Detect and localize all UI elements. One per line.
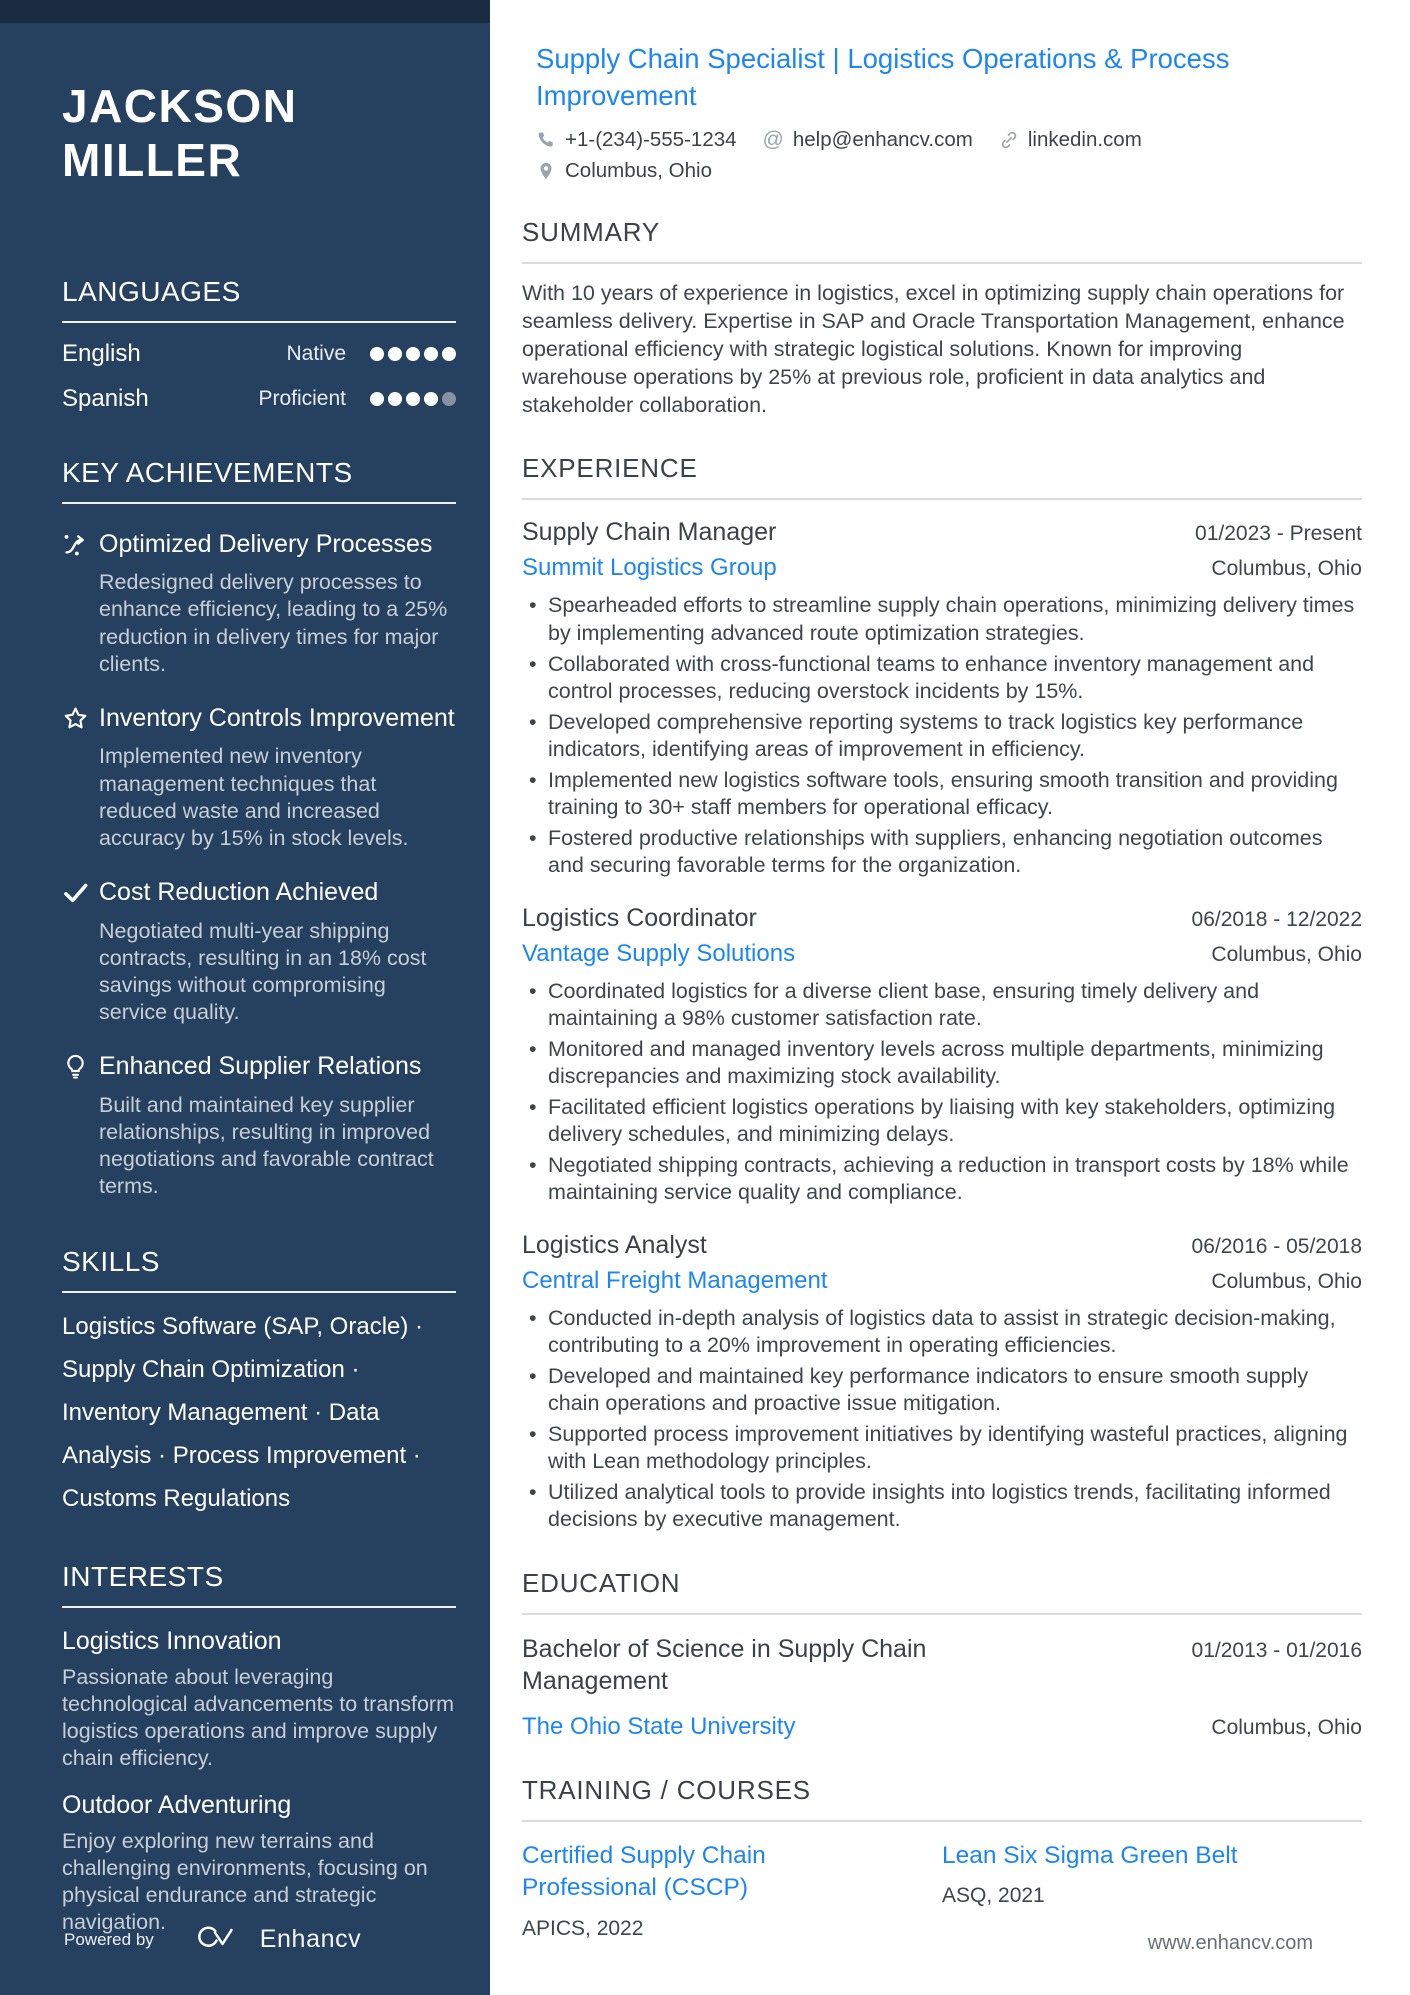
powered-by-footer <box>64 1924 361 1955</box>
key-achievements-section <box>62 457 456 1200</box>
education-section <box>522 1568 1362 1741</box>
proficiency-dot <box>388 392 402 406</box>
achievement-title: Cost Reduction Achieved <box>99 877 379 906</box>
job-bullets <box>522 1305 1358 1534</box>
job-dates: 06/2018 - 12/2022 <box>1191 907 1362 931</box>
course-entry <box>522 1840 942 1941</box>
achievement-title: Inventory Controls Improvement <box>99 703 455 732</box>
language-level: Proficient <box>258 386 346 410</box>
job-entry <box>522 904 1362 1207</box>
main-content <box>490 0 1410 1995</box>
bullet-item: • Negotiated shipping contracts, achieving a reduction in transport costs by 18% while maintaining service quality and compliance. <box>522 1152 1358 1207</box>
achievement-description: Implemented new inventory management techniques that reduced waste and increased accuracy by 15% in stock levels. <box>99 744 409 850</box>
enhancv-url[interactable]: www.enhancv.com <box>1147 1932 1313 1954</box>
training-section <box>522 1775 1362 1941</box>
interests-section <box>62 1561 456 1937</box>
proficiency-dot <box>388 347 402 361</box>
interest-item <box>62 1791 456 1936</box>
language-name: Spanish <box>62 384 149 412</box>
job-location: Columbus, Ohio <box>1211 942 1362 966</box>
interest-description: Passionate about leveraging technological advancements to transform logistics operations and improve supply chain efficiency. <box>62 1664 454 1770</box>
proficiency-dot <box>424 347 438 361</box>
bullet-item: • Spearheaded efforts to streamline supply chain operations, minimizing delivery times by implementing advanced route optimization strategies. <box>522 592 1358 647</box>
route-icon <box>62 529 99 678</box>
proficiency-dot <box>442 347 456 361</box>
interest-description: Enjoy exploring new terrains and challenging environments, focusing on physical endurance and strategic navigation. <box>62 1828 428 1935</box>
bullet-item: • Implemented new logistics software tools, ensuring smooth transition and providing training to 30+ staff members for operational efficacy. <box>522 767 1358 822</box>
bullet-item: • Supported process improvement initiatives by identifying wasteful practices, aligning with Lean methodology principles. <box>522 1421 1358 1476</box>
school-link[interactable]: The Ohio State University <box>522 1712 796 1740</box>
linkedin-contact[interactable] <box>999 128 1142 152</box>
language-name: English <box>62 339 141 367</box>
proficiency-dot <box>406 392 420 406</box>
course-org: ASQ, 2021 <box>942 1884 1045 1908</box>
contact-block <box>522 128 1362 183</box>
job-dates: 01/2023 - Present <box>1195 522 1362 546</box>
job-entry <box>522 518 1362 879</box>
language-level: Native <box>286 341 346 365</box>
proficiency-dot <box>406 347 420 361</box>
contact-row <box>536 128 1362 152</box>
summary-title: SUMMARY <box>522 217 1362 264</box>
proficiency-dot <box>370 392 384 406</box>
candidate-name: JACKSON MILLER <box>62 80 298 186</box>
bullet-item: • Fostered productive relationships with suppliers, enhancing negotiation outcomes and securing favorable terms for the organization. <box>522 825 1358 880</box>
course-link[interactable]: Lean Six Sigma Green Belt <box>942 1841 1238 1869</box>
language-row <box>62 385 456 413</box>
job-role: Supply Chain Manager <box>522 518 777 547</box>
job-entry <box>522 1231 1362 1534</box>
summary-section <box>522 217 1362 420</box>
interest-title: Outdoor Adventuring <box>62 1790 292 1819</box>
job-bullets <box>522 592 1358 879</box>
job-bullets <box>522 978 1358 1207</box>
sidebar-top-accent-bar <box>0 0 490 23</box>
skills-list: Logistics Software (SAP, Oracle) · Supply Chain Optimization · Inventory Management · Data Analysis · Process Improvement · Customs Regulations <box>62 1312 424 1512</box>
achievement-body <box>99 703 456 852</box>
bullet-item: • Developed and maintained key performance indicators to ensure smooth supply chain operations and proactive issue mitigation. <box>522 1363 1358 1418</box>
sidebar <box>0 0 490 1995</box>
job-role: Logistics Analyst <box>522 1230 707 1259</box>
interest-item <box>62 1627 456 1772</box>
achievement-item <box>62 1051 456 1200</box>
company-link[interactable]: Vantage Supply Solutions <box>522 939 796 967</box>
powered-by-label: Powered by <box>64 1929 154 1949</box>
achievement-item <box>62 703 456 852</box>
job-location: Columbus, Ohio <box>1211 557 1362 581</box>
achievement-body <box>99 1051 456 1200</box>
phone-icon <box>536 130 556 150</box>
language-row <box>62 340 456 368</box>
languages-section <box>62 276 456 413</box>
achievement-item <box>62 529 456 678</box>
language-proficiency-dots <box>366 347 456 361</box>
email-contact[interactable] <box>763 128 973 152</box>
achievement-title: Enhanced Supplier Relations <box>99 1051 422 1080</box>
experience-title: EXPERIENCE <box>522 453 1362 500</box>
at-icon: @ <box>762 127 784 151</box>
location-text: Columbus, Ohio <box>565 158 712 182</box>
course-org: APICS, 2022 <box>522 1916 644 1940</box>
skills-title: SKILLS <box>62 1246 456 1293</box>
education-entry <box>522 1633 1362 1741</box>
bullet-item: • Utilized analytical tools to provide insights into logistics trends, facilitating informed decisions by executive management. <box>522 1479 1358 1534</box>
company-link[interactable]: Summit Logistics Group <box>522 554 777 582</box>
location-pin-icon <box>536 161 556 181</box>
course-link[interactable]: Certified Supply Chain Professional (CSCP) <box>522 1841 766 1902</box>
job-location: Columbus, Ohio <box>1211 1269 1362 1293</box>
proficiency-dot <box>424 392 438 406</box>
link-icon <box>999 130 1019 150</box>
education-location: Columbus, Ohio <box>1211 1715 1362 1739</box>
company-link[interactable]: Central Freight Management <box>522 1266 828 1294</box>
location-contact <box>536 159 712 183</box>
experience-section <box>522 453 1362 1533</box>
contact-row <box>536 159 1362 183</box>
job-headline: Supply Chain Specialist | Logistics Operations & Process Improvement <box>536 43 1230 112</box>
achievement-item <box>62 877 456 1026</box>
enhancv-logo-icon[interactable] <box>194 1924 246 1955</box>
linkedin-url: linkedin.com <box>1027 127 1142 151</box>
courses-grid <box>522 1840 1362 1941</box>
bullet-item: • Conducted in-depth analysis of logistics data to assist in strategic decision-making, contributing to a 20% improvement in operating efficiencies. <box>522 1305 1358 1360</box>
job-dates: 06/2016 - 05/2018 <box>1191 1234 1362 1258</box>
training-title: TRAINING / COURSES <box>522 1775 1362 1822</box>
education-dates: 01/2013 - 01/2016 <box>1191 1638 1362 1662</box>
bullet-item: • Facilitated efficient logistics operations by liaising with key stakeholders, optimizing delivery schedules, and minimizing delays. <box>522 1094 1358 1149</box>
bullet-item: • Coordinated logistics for a diverse client base, ensuring timely delivery and maintaining a 98% customer satisfaction rate. <box>522 978 1358 1033</box>
languages-title: LANGUAGES <box>62 276 456 323</box>
bullet-item: • Monitored and managed inventory levels across multiple departments, minimizing discrepancies and maximizing stock availability. <box>522 1036 1358 1091</box>
star-icon <box>62 703 99 852</box>
achievement-description: Built and maintained key supplier relationships, resulting in improved negotiations and favorable contract terms. <box>99 1092 434 1198</box>
skills-section <box>62 1246 456 1521</box>
proficiency-dot <box>370 347 384 361</box>
phone-contact[interactable] <box>536 128 737 152</box>
job-role: Logistics Coordinator <box>522 903 757 932</box>
degree-name: Bachelor of Science in Supply Chain Management <box>522 1634 927 1696</box>
interests-title: INTERESTS <box>62 1561 456 1608</box>
bullet-item: • Collaborated with cross-functional teams to enhance inventory management and control processes, reducing overstock incidents by 15%. <box>522 651 1358 706</box>
education-title: EDUCATION <box>522 1568 1362 1615</box>
enhancv-brand-label[interactable]: Enhancv <box>259 1925 362 1953</box>
proficiency-dot <box>442 392 456 406</box>
lightbulb-icon <box>62 1051 99 1200</box>
phone-number: +1-(234)-555-1234 <box>565 127 737 151</box>
check-icon <box>62 877 99 1026</box>
language-proficiency-dots <box>366 392 456 406</box>
achievement-description: Redesigned delivery processes to enhance efficiency, leading to a 25% reduction in delivery times for major clients. <box>99 570 448 676</box>
summary-text: With 10 years of experience in logistics, excel in optimizing supply chain operations for seamless delivery. Expertise in SAP and Oracle Transportation Management, enhance operational efficiency with strategic logistical solutions. Known for improving warehouse operations by 25% at previous role, proficient in data analytics and stakeholder collaboration. <box>522 280 1345 417</box>
key-achievements-title: KEY ACHIEVEMENTS <box>62 457 456 504</box>
interest-title: Logistics Innovation <box>62 1626 282 1655</box>
achievement-description: Negotiated multi-year shipping contracts, resulting in an 18% cost savings without compromising service quality. <box>99 918 427 1024</box>
bullet-item: • Developed comprehensive reporting systems to track logistics key performance indicators, identifying areas of improvement in efficiency. <box>522 709 1358 764</box>
email-address: help@enhancv.com <box>792 127 973 151</box>
achievement-body <box>99 877 456 1026</box>
achievement-body <box>99 529 456 678</box>
achievement-title: Optimized Delivery Processes <box>99 529 433 558</box>
course-entry <box>942 1840 1362 1941</box>
